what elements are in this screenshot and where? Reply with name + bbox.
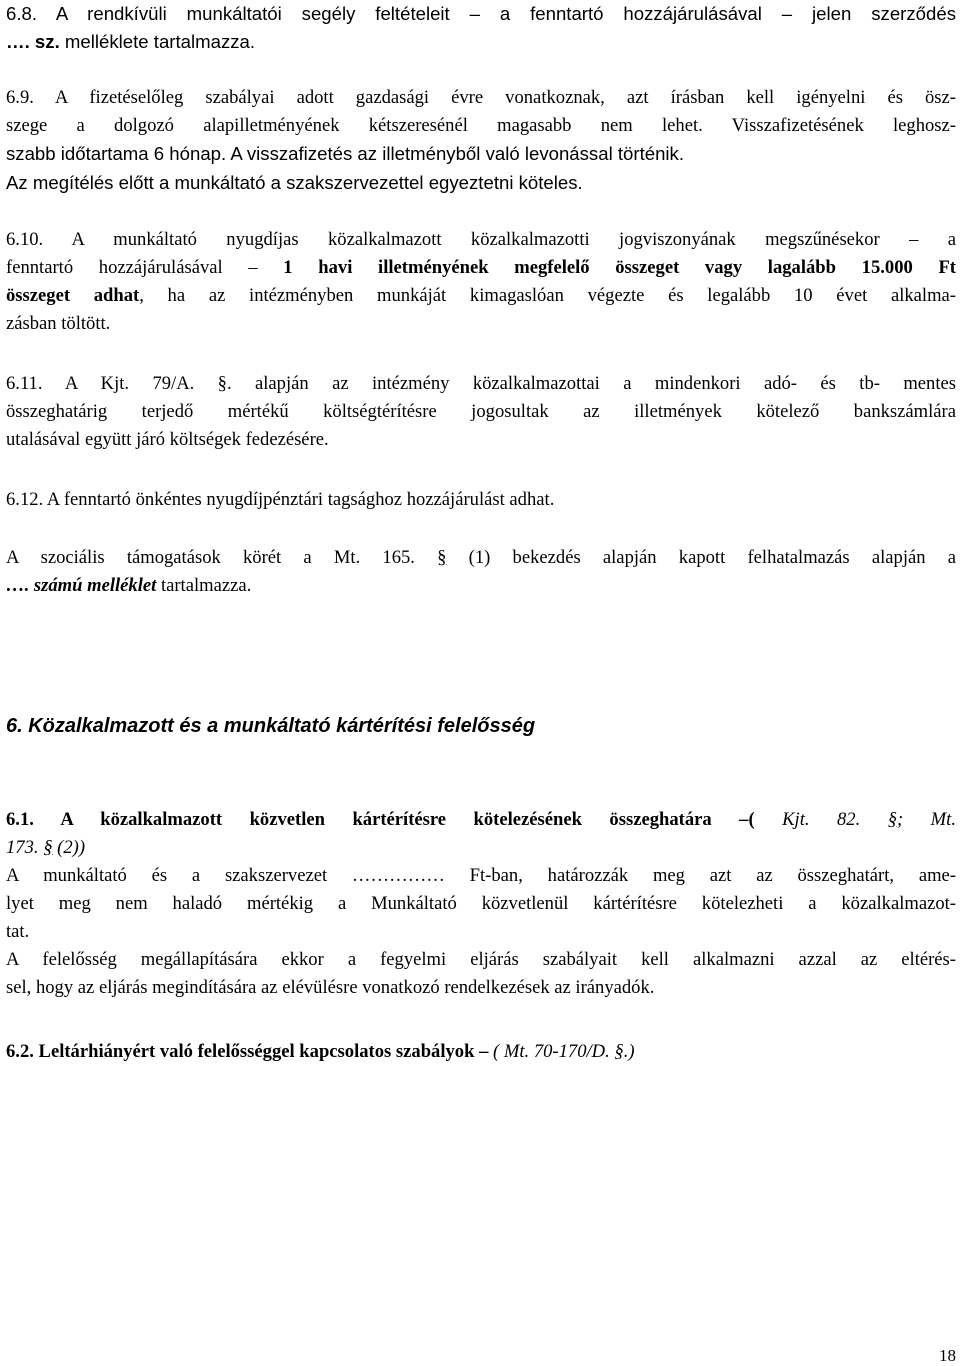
section-sign: § (887, 809, 898, 830)
italic-span: ( Mt. 70-170/D. (488, 1041, 615, 1062)
bold-span: 1 havi illetményének megfelelő összeget vagy lagalább 15.000 Ft (257, 257, 957, 278)
paragraph-line: A munkáltató és a szakszervezet …………… Ft-ban, határozzák meg azt az összeghatárt, ame- (6, 865, 956, 886)
paragraph-line (6, 572, 956, 600)
attachment-ref: …. számú melléklet (6, 575, 157, 596)
text-span: melléklete tartalmazza. (59, 31, 256, 52)
bold-span: összeget adhat (6, 285, 140, 306)
paragraph-6-11 (6, 370, 956, 454)
paragraph-6-9 (6, 84, 956, 197)
paragraph-line: 6.9. A fizetéselőleg szabályai adott gazdasági évre vonatkoznak, azt írásban kell igényelni és ösz- (6, 87, 956, 108)
attachment-ref: …. sz. (6, 31, 60, 52)
paragraph-line (6, 282, 956, 310)
paragraph-line (6, 28, 956, 56)
paragraph-line: 6.8. A rendkívüli munkáltatói segély feltételeit – a fenntartó hozzájárulásával – jelen szerződés (6, 3, 956, 24)
paragraph-line: tat. (6, 921, 30, 942)
paragraph-6-10 (6, 226, 956, 338)
italic-span: ; Mt. (897, 809, 956, 830)
section-sign: § (614, 1041, 624, 1062)
paragraph-line: zásban töltött. (6, 313, 111, 334)
text-span: tartalmazza. (156, 575, 252, 596)
paragraph-line: lyet meg nem haladó mértékig a Munkáltató közvetlenül kártérítésre kötelezheti a közalkalmazot- (6, 893, 956, 914)
page-number: 18 (939, 1346, 956, 1365)
paragraph-line (6, 834, 956, 862)
italic-span: .) (623, 1041, 635, 1062)
paragraph-line (6, 1038, 956, 1066)
italic-span: (2)) (52, 837, 86, 858)
paragraph-6-2 (6, 1038, 956, 1066)
italic-span: Kjt. 82. (754, 809, 888, 830)
paragraph-6-8 (6, 0, 956, 56)
bold-span: 6.2. Leltárhiányért való felelősséggel kapcsolatos szabályok – (6, 1041, 489, 1062)
paragraph-line: 6.11. A Kjt. 79/A. §. alapján az intézmény közalkalmazottai a mindenkori adó- és tb- mentes (6, 373, 956, 394)
paragraph-6-12 (6, 486, 956, 514)
paragraph-line (6, 544, 956, 572)
section-sign: § (437, 547, 447, 568)
paragraph-line: 6.10. A munkáltató nyugdíjas közalkalmazott közalkalmazotti jogviszonyának megszűnésekor – a (6, 229, 956, 250)
paragraph-line: 6.12. A fenntartó önkéntes nyugdíjpénztári tagsághoz hozzájárulást adhat. (6, 489, 555, 510)
text-span: szabb időtartama 6 hónap. A visszafizetés az illetményből való levonással történik. (6, 143, 685, 164)
paragraph-line (6, 140, 956, 169)
paragraph-line (6, 806, 956, 834)
paragraph-line: sel, hogy az eljárás megindítására az elévülésre vonatkozó rendelkezések az irányadók. (6, 977, 655, 998)
text-span: , ha az intézményben munkáját kimagaslóan végezte és legalább 10 évet alkalma- (139, 285, 957, 306)
paragraph-6-1 (6, 806, 956, 1002)
text-span: (1) bekezdés alapján kapott felhatalmazás alapján a (446, 547, 956, 568)
section-sign: § (43, 837, 53, 858)
paragraph-line: Az megítélés előtt a munkáltató a szakszervezettel egyeztetni köteles. (6, 172, 583, 193)
bold-span: 6.1. A közalkalmazott közvetlen kártérítésre kötelezésének összeghatára –( (6, 809, 755, 830)
paragraph-line (6, 254, 956, 282)
text-span: fenntartó hozzájárulásával – (6, 257, 258, 278)
paragraph-line: utalásával együtt járó költségek fedezésére. (6, 429, 329, 450)
italic-span: 173. (6, 837, 44, 858)
section-heading: 6. Közalkalmazott és a munkáltató kártérítési felelősség (6, 715, 536, 737)
paragraph-line: összeghatárig terjedő mértékű költségtérítésre jogosultak az illetmények kötelező bankszámlára (6, 401, 956, 422)
paragraph-social-support (6, 544, 956, 600)
text-span: A szociális támogatások körét a Mt. 165. (6, 547, 438, 568)
paragraph-line: szege a dolgozó alapilletményének kétszeresénél magasabb nem lehet. Visszafizetésének leghosz- (6, 115, 956, 136)
paragraph-line: A felelősség megállapítására ekkor a fegyelmi eljárás szabályait kell alkalmazni azzal az eltérés- (6, 949, 956, 970)
